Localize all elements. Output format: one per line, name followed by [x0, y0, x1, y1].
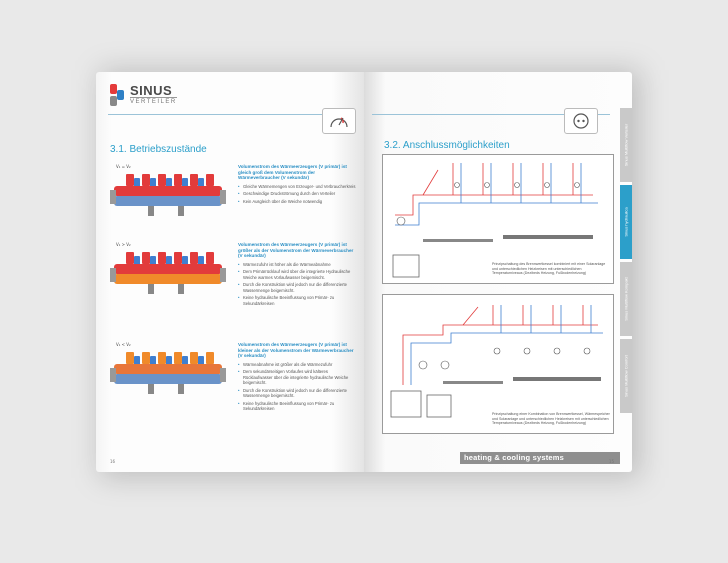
socket-plug-icon	[564, 108, 598, 134]
flow-formula: V₁ > V₂	[116, 242, 131, 247]
distributor-illustration	[108, 170, 228, 228]
brand-name: SINUS	[130, 83, 173, 98]
distributor-illustration	[108, 348, 228, 406]
state-bullet: • Gleiche Wärmemengen von Erzeuger- und Verbraucherkreis	[238, 184, 358, 189]
state-bullet: • Durch die Konstruktion wird jedoch nur die differenzierte Wassermenge beigemischt.	[238, 388, 358, 398]
state-description	[238, 164, 358, 207]
footer-tagline: heating & cooling systems	[464, 453, 565, 462]
left-page	[96, 72, 364, 472]
state-bullet: • Kein Ausgleich über die Weiche notwendig	[238, 199, 358, 204]
sinus-logo-mark-icon	[108, 82, 126, 108]
state-bullet: • Wärmezufuhr ist höher als die Wärmeabnahme	[238, 262, 358, 267]
chapter-tabs	[620, 108, 632, 416]
tab-multiflow-kompakt[interactable]: Sinus Multiflow Kompakt	[620, 262, 632, 336]
page-number: 16	[110, 459, 116, 464]
distributor-illustration	[108, 248, 228, 306]
brand-sub: VERTEILER	[130, 99, 177, 105]
state-bullet: • Geschwindige Druckströmung durch den Verteiler	[238, 191, 358, 196]
state-heading: Volumenstrom des Wärmeerzeugers (V primär) ist gleich groß dem Volumenstrom der Wärmeverbraucher (V sekundär)	[238, 164, 347, 181]
state-bullet: • Wärmeabnahme ist größer als die Wärmezufuhr	[238, 362, 358, 367]
flow-formula: V₁ = V₂	[116, 164, 131, 169]
right-page	[364, 72, 632, 472]
pressure-gauge-icon	[322, 108, 356, 134]
section-title: 3.2. Anschlussmöglichkeiten	[384, 140, 510, 151]
tab-hydraulica[interactable]: Sinus hydraulica	[620, 185, 632, 259]
diagram-caption: Prinzipschaltung des Brennwertkessel kombiniert mit einer Solaranlage und unterschiedlichen Heizkreisen mit unterschiedlichen Temperaturniveaus (Dezibeds Heizung, Fußbodenheizung)	[492, 262, 606, 276]
flow-formula: V₁ < V₂	[116, 342, 131, 347]
footer-bar	[460, 452, 620, 464]
tab-multiflow-comfort[interactable]: Sinus Multiflow Comfort	[620, 339, 632, 413]
state-heading: Volumenstrom des Wärmeerzeugers (V primär) ist größer als der Volumenstrom der Wärmeverbraucher (V sekundär)	[238, 242, 354, 259]
state-bullet: • Dem sekundärseitigen Vorlaufes wird kälteres Rücklaufwasser über die integrierte hydraulische Weiche beigemischt.	[238, 369, 358, 385]
state-bullet: • Dem Primärrücklauf wird über die integrierte Hydraulische Weiche warmes Vorlaufwasser beigemischt.	[238, 269, 358, 279]
diagram-caption: Prinzipschaltung einer Kombination von Brennwertkessel, Wärmespeicher und Solaranlage und unterschiedlichen Heizkreisen mit unterschiedlichen Temperaturniveaus (Dezibeds Heizung, Fußbodenheizung)	[492, 412, 610, 426]
page-number: 15	[608, 459, 614, 464]
state-bullet: • Keine hydraulische Beeinflussung von Primär- zu Sekundärkreisen	[238, 401, 358, 411]
state-bullet: • Durch die Konstruktion wird jedoch nur die differenzierte Wassermenge beigemischt.	[238, 282, 358, 292]
state-description	[238, 342, 358, 413]
state-bullet: • Keine hydraulische Beeinflussung von Primär- zu Sekundärkreisen	[238, 295, 358, 305]
header-rule	[108, 114, 354, 115]
state-description	[238, 242, 358, 308]
tab-multiflow-verteiler[interactable]: Sinus Multiflow Verteiler	[620, 108, 632, 182]
section-title: 3.1. Betriebszustände	[110, 144, 207, 155]
state-heading: Volumenstrom des Wärmeerzeugers (V primär) ist kleiner als der Volumenstrom der Wärmeverbraucher (V sekundär)	[238, 342, 354, 359]
sinus-logo	[108, 80, 177, 110]
